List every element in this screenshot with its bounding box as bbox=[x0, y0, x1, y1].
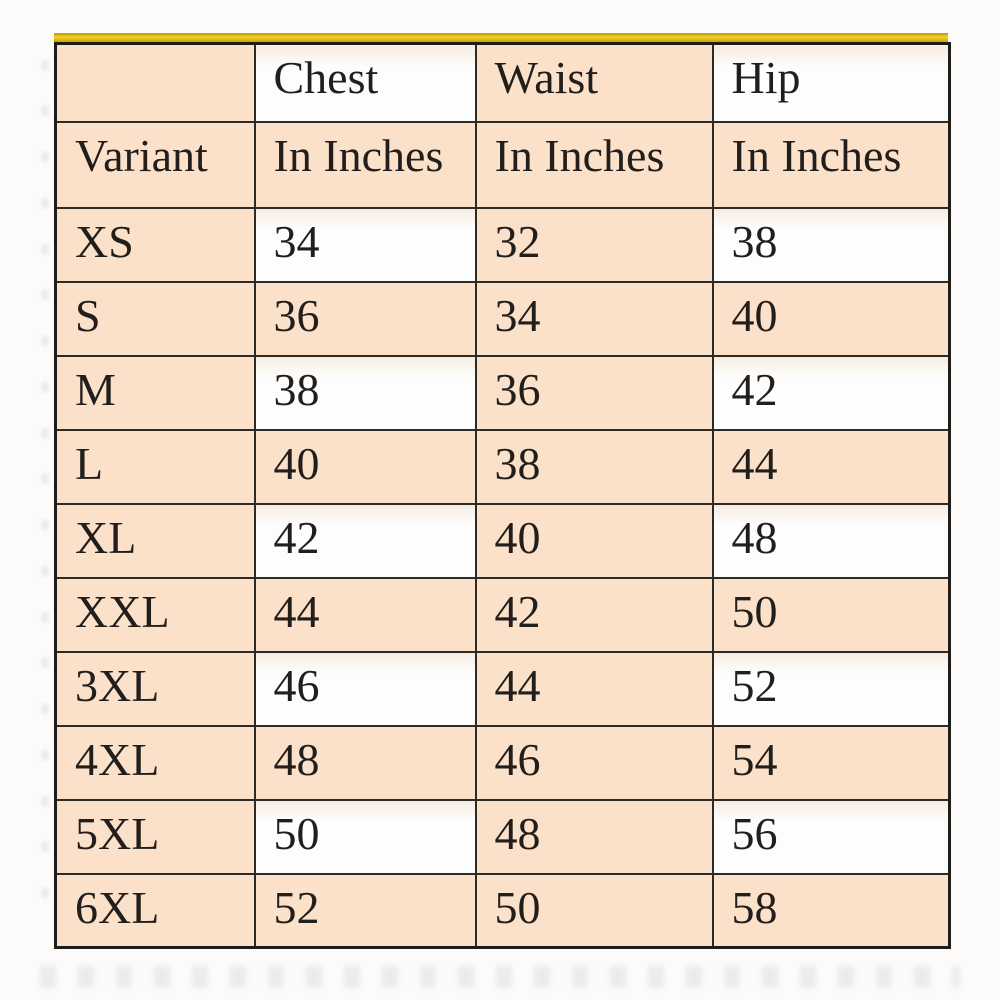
chest-value-cell: 44 bbox=[255, 578, 476, 652]
table-row-s bbox=[56, 282, 950, 356]
left-edge-noise bbox=[42, 60, 48, 920]
variant-cell: L bbox=[56, 430, 255, 504]
variant-cell: S bbox=[56, 282, 255, 356]
variant-cell: XL bbox=[56, 504, 255, 578]
variant-cell: 3XL bbox=[56, 652, 255, 726]
waist-units-cell: In Inches bbox=[476, 122, 713, 208]
waist-value-cell: 48 bbox=[476, 800, 713, 874]
waist-value-cell: 40 bbox=[476, 504, 713, 578]
chest-value-cell: 36 bbox=[255, 282, 476, 356]
hip-value-cell: 58 bbox=[713, 874, 950, 948]
chest-value-cell: 46 bbox=[255, 652, 476, 726]
waist-value-cell: 50 bbox=[476, 874, 713, 948]
waist-value-cell: 36 bbox=[476, 356, 713, 430]
variant-header-cell: Variant bbox=[56, 122, 255, 208]
chest-value-cell: 34 bbox=[255, 208, 476, 282]
table-row-5xl bbox=[56, 800, 950, 874]
hip-value-cell: 54 bbox=[713, 726, 950, 800]
hip-value-cell: 42 bbox=[713, 356, 950, 430]
variant-cell: 6XL bbox=[56, 874, 255, 948]
waist-value-cell: 42 bbox=[476, 578, 713, 652]
hip-value-cell: 38 bbox=[713, 208, 950, 282]
hip-value-cell: 52 bbox=[713, 652, 950, 726]
chest-value-cell: 48 bbox=[255, 726, 476, 800]
hip-header-cell: Hip bbox=[713, 44, 950, 122]
blank-header-cell bbox=[56, 44, 255, 122]
chest-value-cell: 50 bbox=[255, 800, 476, 874]
table-row-3xl bbox=[56, 652, 950, 726]
table-row-xl bbox=[56, 504, 950, 578]
table-row-4xl bbox=[56, 726, 950, 800]
hip-value-cell: 40 bbox=[713, 282, 950, 356]
hip-value-cell: 50 bbox=[713, 578, 950, 652]
hip-value-cell: 56 bbox=[713, 800, 950, 874]
hip-units-cell: In Inches bbox=[713, 122, 950, 208]
variant-cell: XS bbox=[56, 208, 255, 282]
waist-value-cell: 38 bbox=[476, 430, 713, 504]
table-row-l bbox=[56, 430, 950, 504]
size-chart-table bbox=[54, 42, 951, 949]
hip-value-cell: 44 bbox=[713, 430, 950, 504]
chest-header-cell: Chest bbox=[255, 44, 476, 122]
variant-cell: XXL bbox=[56, 578, 255, 652]
header-row-units bbox=[56, 122, 950, 208]
variant-cell: 4XL bbox=[56, 726, 255, 800]
waist-value-cell: 34 bbox=[476, 282, 713, 356]
chest-units-cell: In Inches bbox=[255, 122, 476, 208]
waist-value-cell: 44 bbox=[476, 652, 713, 726]
waist-value-cell: 32 bbox=[476, 208, 713, 282]
table-row-xs bbox=[56, 208, 950, 282]
header-row-measures bbox=[56, 44, 950, 122]
waist-value-cell: 46 bbox=[476, 726, 713, 800]
jpeg-noise-band bbox=[40, 966, 960, 988]
variant-cell: 5XL bbox=[56, 800, 255, 874]
chest-value-cell: 52 bbox=[255, 874, 476, 948]
chest-value-cell: 40 bbox=[255, 430, 476, 504]
chest-value-cell: 38 bbox=[255, 356, 476, 430]
table-row-m bbox=[56, 356, 950, 430]
table-row-xxl bbox=[56, 578, 950, 652]
waist-header-cell: Waist bbox=[476, 44, 713, 122]
hip-value-cell: 48 bbox=[713, 504, 950, 578]
chest-value-cell: 42 bbox=[255, 504, 476, 578]
variant-cell: M bbox=[56, 356, 255, 430]
table-row-6xl bbox=[56, 874, 950, 948]
